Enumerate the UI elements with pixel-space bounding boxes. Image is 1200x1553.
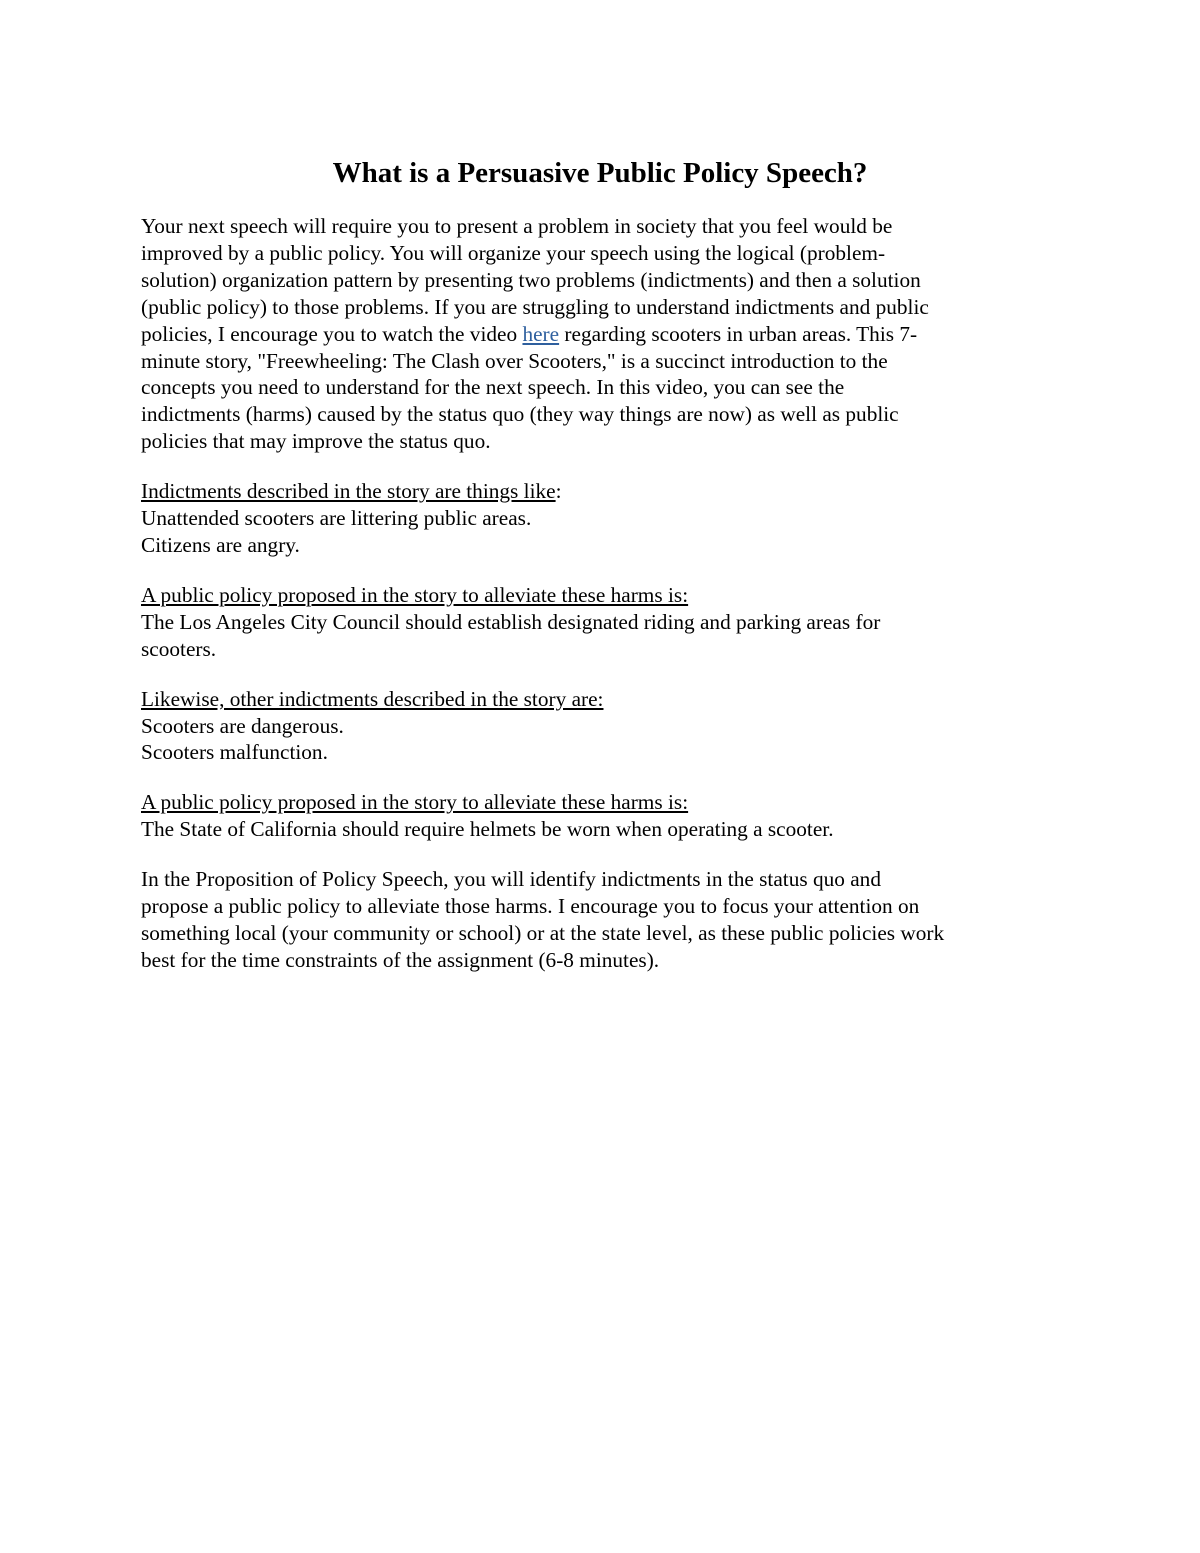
policy-line-1: The Los Angeles City Council should establish designated riding and parking areas for (141, 609, 881, 634)
intro-line-5-start: policies, I encourage you to watch the video (141, 321, 523, 346)
closing-line-4: best for the time constraints of the assignment (6-8 minutes). (141, 947, 660, 972)
intro-paragraph (141, 213, 1071, 455)
indictment-item: Scooters are dangerous. (141, 713, 344, 738)
indictments-heading-colon: : (555, 479, 562, 504)
indictments-heading: Indictments described in the story are things like (141, 479, 556, 504)
indictment-item: Unattended scooters are littering public areas. (141, 506, 532, 531)
intro-line-5 (141, 321, 1071, 348)
closing-line-2: propose a public policy to alleviate those harms. I encourage you to focus your attention on (141, 894, 920, 919)
intro-line-4: (public policy) to those problems. If you are struggling to understand indictments and public (141, 294, 929, 319)
page-title: What is a Persuasive Public Policy Speech? (332, 157, 868, 189)
policy-heading-2: A public policy proposed in the story to alleviate these harms is: (141, 790, 689, 815)
closing-line-3: something local (your community or school) or at the state level, as these public policies work (141, 920, 945, 945)
video-link[interactable]: here (522, 321, 560, 346)
intro-line-9: policies that may improve the status quo. (141, 429, 491, 454)
policy-heading-1: A public policy proposed in the story to alleviate these harms is: (141, 582, 689, 607)
intro-line-2: improved by a public policy. You will organize your speech using the logical (problem- (141, 240, 886, 265)
closing-paragraph (141, 866, 1071, 974)
document-body (141, 213, 1071, 997)
indictment-item: Scooters malfunction. (141, 740, 328, 765)
other-indictments-section (141, 686, 1071, 767)
policy-line-2: scooters. (141, 636, 217, 661)
intro-line-6: minute story, "Freewheeling: The Clash over Scooters," is a succinct introduction to the (141, 348, 888, 373)
policy-section-1 (141, 582, 1071, 663)
indictments-heading-line (141, 478, 1071, 505)
indictments-section (141, 478, 1071, 559)
policy-line-3: The State of California should require helmets be worn when operating a scooter. (141, 817, 834, 842)
intro-line-8: indictments (harms) caused by the status quo (they way things are now) as well as public (141, 402, 899, 427)
closing-line-1: In the Proposition of Policy Speech, you will identify indictments in the status quo and (141, 867, 881, 892)
intro-line-3: solution) organization pattern by presenting two problems (indictments) and then a solution (141, 267, 921, 292)
policy-section-2 (141, 789, 1071, 843)
other-indictments-heading: Likewise, other indictments described in the story are: (141, 686, 604, 711)
indictment-item: Citizens are angry. (141, 532, 300, 557)
intro-line-1: Your next speech will require you to present a problem in society that you feel would be (141, 214, 893, 238)
intro-line-5-end: regarding scooters in urban areas. This 7- (559, 321, 918, 346)
intro-line-7: concepts you need to understand for the next speech. In this video, you can see the (141, 375, 845, 400)
